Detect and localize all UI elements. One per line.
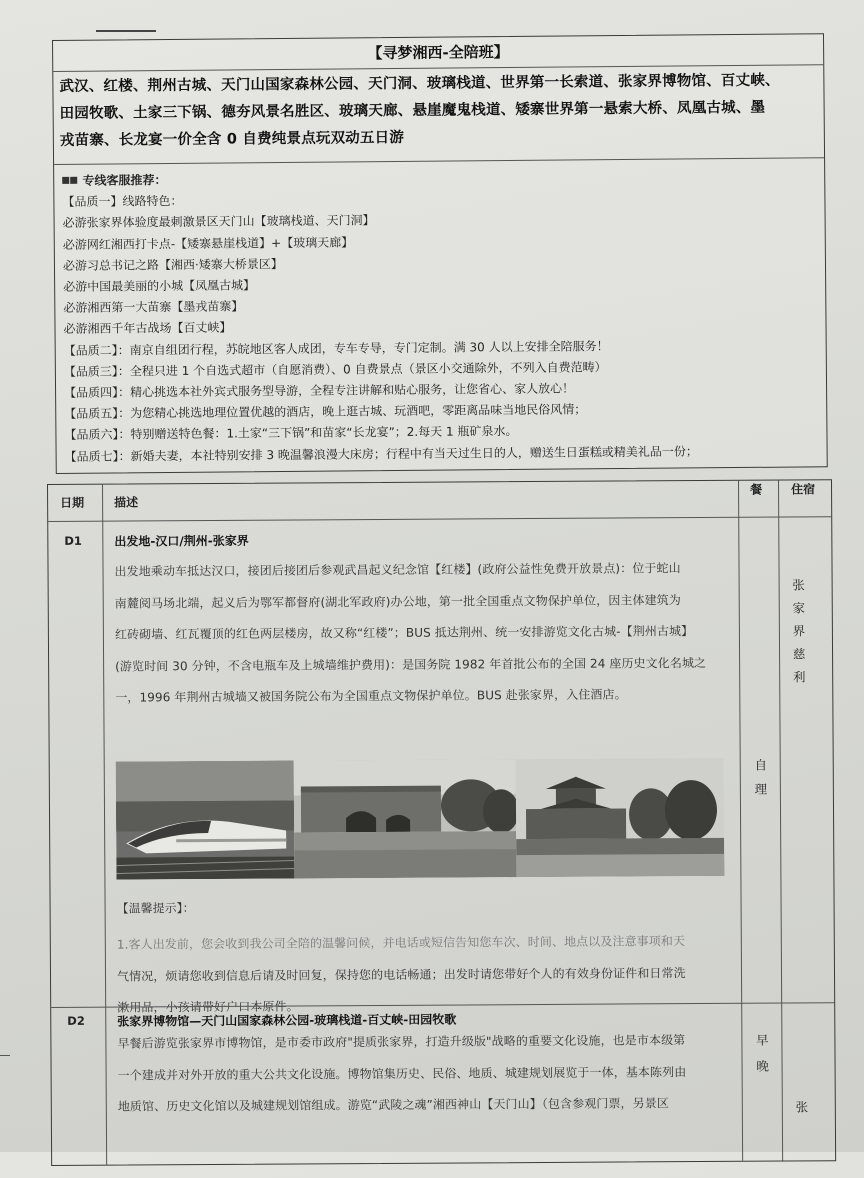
day-description: 早餐后游览张家界市博物馆，是市委市政府"提质张家界，打造升级版"战略的重要文化设施，也是市本级第 一个建成并对外开放的重大公共文化设施。博物馆集历史、民俗、地质、城建规划展览于一体，基本陈列由 地质馆、历史文化馆以及城建规划馆组成。游览“武陵之魂”湘西神山【天门山】（包含参观门票，另景区 — [117, 1033, 687, 1114]
meal-cell: 早 晚 — [756, 1032, 769, 1074]
hotel-cell: 张 家 界 慈 利 — [792, 577, 806, 685]
tip-heading: 【温馨提示】： — [116, 901, 195, 916]
feature-line: 【品质五】：为您精心挑选地理位置优越的酒店，晚上逛古城、玩酒吧，零距离品味当地民俗风情； — [64, 402, 587, 422]
pen-mark — [96, 30, 156, 32]
feature-line: 必游中国最美丽的小城【凤凰古城】 — [63, 278, 256, 294]
feature-line: 【品质二】：南京自组团行程，苏皖地区客人成团，专车专导，专门定制。满 30 人以上安排全陪服务！ — [63, 338, 609, 358]
header-meal: 餐 — [750, 482, 763, 497]
route-summary — [53, 65, 824, 165]
feature-line: 必游张家界体验度最刺激景区天门山【玻璃栈道、天门洞】 — [62, 213, 375, 231]
tip-text: 1.客人出发前，您会收到我公司全陪的温馨问候，并电话或短信告知您车次、时间、地点以及注意事项和天 气情况，烦请您收到信息后请及时回复，保持您的电话畅通；出发时请您带好个人的有效身份证件和日常洗 漱用品，小孩请带好户口本原件。 — [116, 934, 686, 1015]
feature-list — [54, 158, 827, 474]
photo-strip-image — [116, 758, 725, 880]
hotel-cell: 张 — [795, 1099, 809, 1115]
day-title: 出发地-汉口/荆州-张家界 — [114, 533, 249, 549]
feature-line: 【品质七】：新婚夫妻，本社特别安排 3 晚温馨浪漫大床房；行程中有当天过生日的人，赠送生日蛋糕或精美礼品一份； — [64, 444, 698, 464]
header-date: 日期 — [60, 495, 85, 510]
tour-summary-box — [52, 33, 828, 474]
day-title: 张家界博物馆—天门山国家森林公园-玻璃栈道-百丈峡-田园牧歌 — [117, 1012, 457, 1029]
edge-mark — [0, 1055, 10, 1056]
route-line: 戎苗寨、长龙宴一价全含 0 自费纯景点玩双动五日游 — [59, 129, 405, 149]
meal-cell: 自 理 — [754, 757, 768, 797]
feature-line: 【品质六】：特别赠送特色餐：1.土家“三下锅”和苗家“长龙宴”；2.每天 1 瓶矿泉水。 — [64, 424, 518, 443]
day-label: D1 — [64, 533, 82, 548]
header-hotel: 住宿 — [791, 482, 816, 497]
feature-heading: 专线客服推荐： — [62, 164, 816, 192]
square-bullet-icon — [70, 177, 77, 184]
feature-line: 必游网红湘西打卡点-【矮寨悬崖栈道】+【玻璃天廊】 — [62, 234, 354, 252]
feature-line: 【品质一】线路特色： — [62, 194, 183, 210]
city-wall-photo — [294, 759, 520, 878]
page-title: 【寻梦湘西-全陪班】 — [53, 34, 823, 72]
feature-line: 必游湘西第一大苗寨【墨戎苗寨】 — [63, 299, 244, 316]
header-description: 描述 — [114, 495, 139, 510]
feature-line: 必游湘西千年古战场【百丈峡】 — [63, 320, 232, 337]
route-line: 田园牧歌、土家三下锅、德夯风景名胜区、玻璃天廊、悬崖魔鬼栈道、矮寨世界第一悬索大桥、凤凰古城、墨 — [59, 99, 766, 122]
route-line: 武汉、红楼、荆州古城、天门山国家森林公园、天门洞、玻璃栈道、世界第一长索道、张家界博物馆、百丈峡、 — [59, 72, 780, 95]
train-photo — [116, 760, 295, 879]
day-description: 出发地乘动车抵达汉口，接团后接团后参观武昌起义纪念馆【红楼】(政府公益性免费开放景点)：位于蛇山 南麓阅马场北端，起义后为鄂军都督府(湖北军政府)办公地，第一批全国重点文物保护单位，因主体建筑为 红砖砌墙、红瓦覆顶的红色两层楼房，故又称“红楼”；BUS 抵达荆州、统一安排游览文化古城-【荆州古城】 (游览时间 30 分钟，不含电瓶车及上城墙维护费用)：是国务院 1982 年首批公布的全国 24 座历史文化名城之 一，1996 年荆州古城墙又被国务院公布为全国重点文物保护单位。BUS 赴张家界，入住酒店。 — [114, 561, 707, 705]
table-row — [48, 516, 834, 1015]
feature-line: 【品质四】：精心挑选本社外宾式服务型导游，全程专注讲解和贴心服务，让您省心、家人放心！ — [64, 381, 575, 400]
feature-line: 【品质三】：全程只进 1 个自选式超市（自愿消费）、0 自费景点（景区小交通除外，不列入自费范畴） — [63, 360, 607, 379]
square-bullet-icon — [62, 177, 69, 184]
itinerary-table — [47, 479, 836, 1166]
feature-line: 必游习总书记之路【湘西·矮寨大桥景区】 — [62, 256, 283, 273]
photo-strip — [116, 758, 725, 880]
day-label: D2 — [67, 1013, 85, 1028]
pavilion-photo — [516, 758, 725, 877]
